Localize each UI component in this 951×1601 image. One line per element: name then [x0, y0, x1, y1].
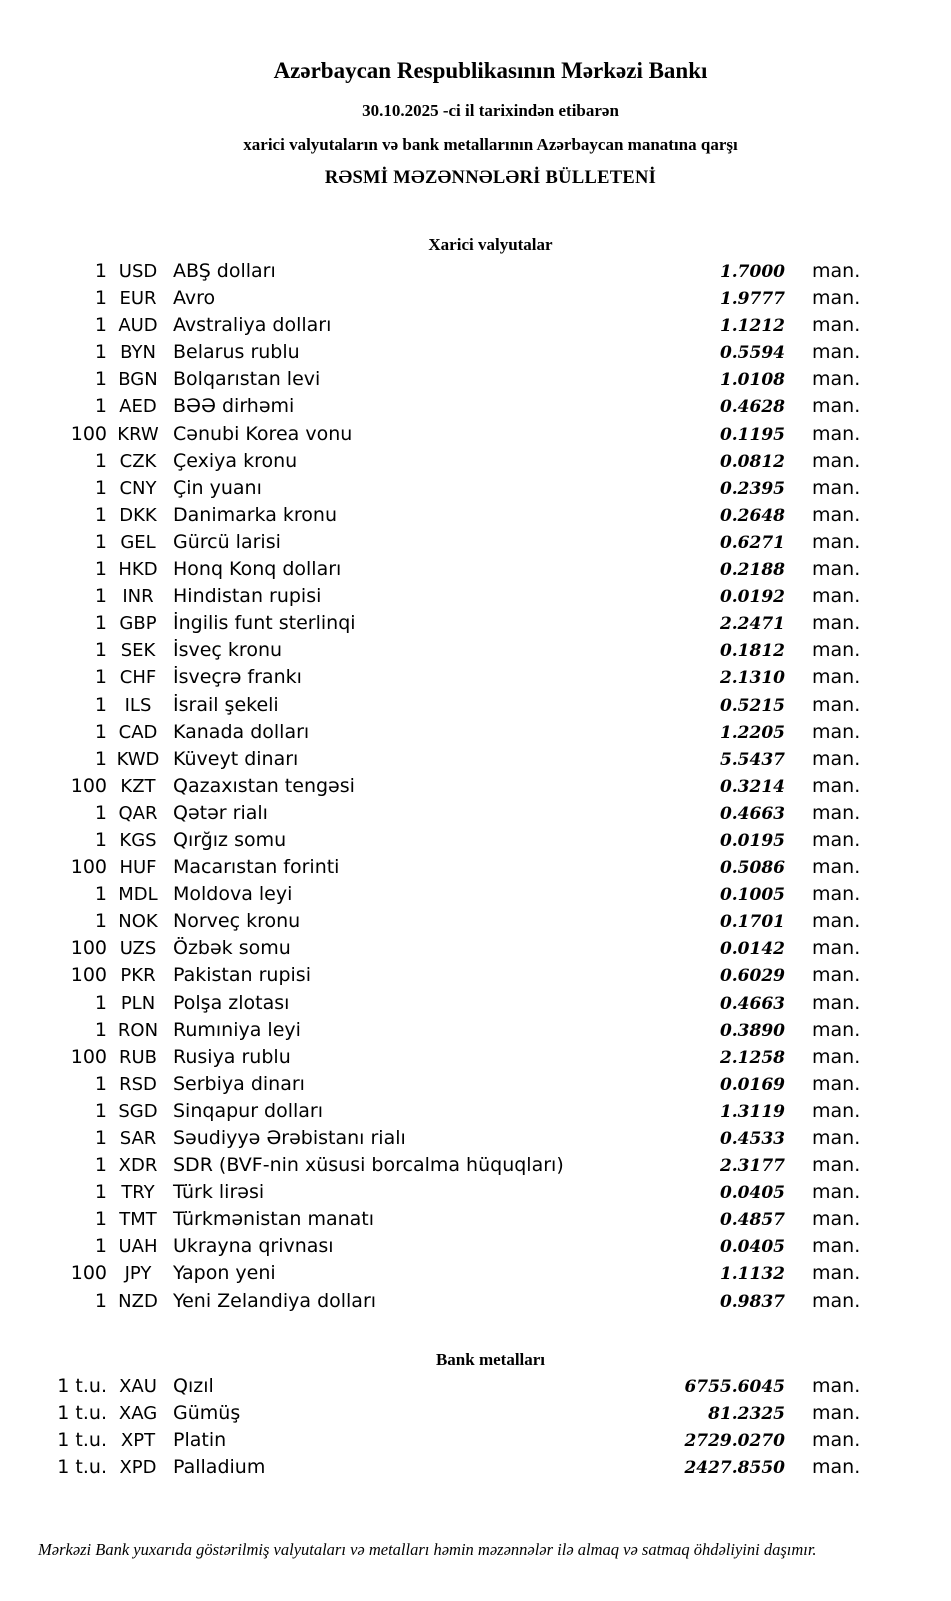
rate-value: 0.4628: [719, 397, 785, 418]
currency-name: ABŞ dolları: [173, 260, 276, 282]
quantity: 100: [70, 422, 107, 445]
currency-name: Səudiyyə Ərəbistanı rialı: [173, 1127, 406, 1149]
quantity: 1: [94, 341, 107, 364]
currency-code: MDL: [118, 884, 158, 906]
currency-name: Gümüş: [173, 1401, 241, 1424]
rate-value: 1.9777: [719, 289, 785, 310]
unit-label: man.: [812, 747, 861, 770]
currency-code: DKK: [119, 504, 157, 526]
unit-label: man.: [812, 368, 861, 391]
currency-code: PKR: [120, 965, 156, 987]
currency-name: Palladium: [173, 1455, 266, 1478]
rate-row: [0, 746, 882, 773]
currency-code: BGN: [118, 369, 158, 391]
rate-value: 0.6029: [719, 966, 785, 987]
unit-label: man.: [812, 260, 861, 282]
currency-name: SDR (BVF-nin xüsusi borcalma hüquqları): [173, 1154, 564, 1177]
rate-value: 2.1310: [719, 668, 785, 689]
quantity: 100: [70, 1262, 107, 1285]
rate-row: [0, 908, 882, 935]
unit-label: man.: [812, 801, 861, 824]
quantity: 1: [94, 991, 107, 1014]
quantity: 100: [70, 774, 107, 797]
subtitle-line: xarici valyutaların və bank metallarının Azərbaycan manatına qarşı: [243, 135, 738, 154]
unit-label: man.: [812, 612, 861, 635]
currency-name: Çexiya kronu: [173, 449, 298, 472]
rate-row: [0, 529, 882, 556]
unit-label: man.: [812, 883, 861, 906]
quantity: 1: [94, 558, 107, 581]
quantity: 1: [94, 449, 107, 472]
rate-value: 2.1258: [719, 1047, 785, 1068]
unit-label: man.: [812, 1428, 861, 1451]
unit-label: man.: [812, 476, 861, 499]
quantity: 1: [94, 639, 107, 662]
currency-name: Polşa zlotası: [173, 991, 290, 1014]
rate-row: [0, 448, 882, 475]
quantity: 1: [94, 910, 107, 933]
currency-name: Honq Konq dolları: [173, 558, 342, 581]
quantity: 100: [70, 856, 107, 879]
rate-row: [0, 393, 882, 420]
rate-value: 0.2395: [719, 478, 785, 499]
rate-row: [0, 475, 882, 502]
rate-row: [0, 1288, 882, 1315]
currency-code: TMT: [119, 1209, 157, 1231]
rate-row: [0, 1373, 882, 1400]
currency-code: XPD: [119, 1456, 157, 1478]
quantity: 1: [94, 1181, 107, 1204]
rate-value: 1.3119: [719, 1101, 785, 1122]
rate-row: [0, 1233, 882, 1260]
rate-row: [0, 800, 882, 827]
currency-name: Türkmənistan manatı: [173, 1208, 375, 1231]
rate-value: 1.0108: [719, 370, 785, 391]
quantity: 100: [70, 964, 107, 987]
rate-value: 6755.6045: [684, 1376, 785, 1397]
rate-value: 0.3214: [719, 776, 785, 797]
currency-code: GEL: [120, 531, 156, 553]
metals-section-title: Bank metalları: [435, 1349, 546, 1369]
rate-row: [0, 1125, 882, 1152]
rate-value: 0.1005: [719, 885, 785, 906]
rate-row: [0, 556, 882, 583]
currency-code: UZS: [119, 938, 157, 960]
rate-value: 2.3177: [719, 1156, 785, 1177]
quantity: 1: [94, 1099, 107, 1122]
unit-label: man.: [812, 639, 861, 662]
quantity: 1: [94, 666, 107, 689]
currency-name: Yeni Zelandiya dolları: [173, 1289, 377, 1312]
rate-row: [0, 1179, 882, 1206]
currency-code: RUB: [118, 1046, 158, 1068]
quantity: 1: [94, 314, 107, 337]
unit-label: man.: [812, 1099, 861, 1122]
unit-label: man.: [812, 937, 861, 960]
rate-row: [0, 1454, 882, 1481]
rate-row: [0, 881, 882, 908]
rate-value: 0.2648: [719, 505, 785, 526]
rate-value: 0.0192: [719, 587, 785, 608]
quantity: 1: [94, 747, 107, 770]
currency-name: Danimarka kronu: [173, 503, 338, 526]
currency-code: NZD: [118, 1290, 158, 1312]
unit-label: man.: [812, 720, 861, 743]
unit-label: man.: [812, 828, 861, 851]
unit-label: man.: [812, 1072, 861, 1095]
rate-value: 0.2188: [719, 560, 785, 581]
rate-row: [0, 935, 882, 962]
unit-label: man.: [812, 964, 861, 987]
currency-name: Qızıl: [173, 1374, 214, 1397]
unit-label: man.: [812, 1208, 861, 1231]
quantity: 1: [94, 1208, 107, 1231]
currency-name: Türk lirəsi: [173, 1181, 265, 1204]
quantity: 1: [94, 1072, 107, 1095]
quantity: 1: [94, 368, 107, 391]
currency-name: Gürcü larisi: [173, 530, 281, 553]
unit-label: man.: [812, 1181, 861, 1204]
rate-row: [0, 1260, 882, 1287]
rate-value: 0.4533: [719, 1129, 785, 1149]
currency-code: HUF: [119, 857, 157, 879]
rate-row: [0, 664, 882, 691]
quantity: 100: [70, 1045, 107, 1068]
quantity: 1 t.u.: [57, 1374, 107, 1397]
currency-code: XDR: [118, 1155, 158, 1177]
currency-name: Macarıstan forinti: [173, 856, 340, 879]
currencies-section-title: Xarici valyutalar: [428, 235, 553, 254]
bulletin-title: RƏSMİ MƏZƏNNƏLƏRİ BÜLLETENİ: [324, 168, 657, 188]
currency-name: Serbiya dinarı: [173, 1072, 305, 1095]
unit-label: man.: [812, 341, 861, 364]
quantity: 1: [94, 828, 107, 851]
unit-label: man.: [812, 1455, 861, 1478]
currency-code: CAD: [118, 721, 158, 743]
rate-row: [0, 990, 882, 1017]
currency-name: BƏƏ dirhəmi: [173, 395, 295, 418]
currency-code: BYN: [120, 342, 156, 364]
currency-name: Moldova leyi: [173, 883, 293, 906]
currency-code: XAG: [118, 1402, 158, 1424]
rate-row: [0, 285, 882, 312]
currency-code: KZT: [120, 775, 156, 797]
rate-value: 0.5594: [719, 343, 785, 364]
quantity: 1: [94, 287, 107, 310]
quantity: 1: [94, 476, 107, 499]
currency-code: KWD: [116, 748, 160, 770]
rate-value: 0.4857: [719, 1210, 785, 1231]
rate-value: 0.0405: [719, 1183, 785, 1204]
effective-date-line: 30.10.2025 -ci il tarixindən etibarən: [362, 101, 619, 120]
currency-name: Qazaxıstan tengəsi: [173, 774, 355, 797]
unit-label: man.: [812, 287, 861, 310]
bank-title: Azərbaycan Respublikasının Mərkəzi Bankı: [273, 58, 708, 83]
rate-value: 2729.0270: [684, 1430, 785, 1451]
rate-value: 0.0169: [719, 1074, 785, 1095]
currency-code: SAR: [119, 1128, 157, 1149]
currency-code: NOK: [118, 911, 158, 933]
unit-label: man.: [812, 910, 861, 933]
currency-code: HKD: [118, 559, 158, 581]
quantity: 1: [94, 503, 107, 526]
unit-label: man.: [812, 1127, 861, 1149]
quantity: 1: [94, 720, 107, 743]
unit-label: man.: [812, 991, 861, 1014]
unit-label: man.: [812, 1262, 861, 1285]
currency-code: ILS: [124, 694, 152, 716]
currency-name: Kanada dolları: [173, 720, 310, 743]
currency-code: XAU: [119, 1375, 157, 1397]
rate-value: 0.4663: [719, 993, 785, 1014]
currency-code: AED: [119, 396, 157, 418]
currency-code: CZK: [119, 450, 157, 472]
rate-row: [0, 421, 882, 448]
rate-value: 0.0812: [719, 451, 785, 472]
rate-value: 1.1212: [719, 316, 785, 337]
currency-code: USD: [118, 261, 158, 282]
currency-rate-table: [0, 258, 951, 1315]
currency-name: İsveçrə frankı: [173, 666, 302, 689]
unit-label: man.: [812, 1154, 861, 1177]
currency-code: RON: [117, 1019, 159, 1041]
currency-code: UAH: [118, 1236, 158, 1258]
unit-label: man.: [812, 666, 861, 689]
currency-name: İngilis funt sterlinqi: [173, 612, 356, 635]
currency-code: XPT: [120, 1429, 156, 1451]
rate-row: [0, 583, 882, 610]
unit-label: man.: [812, 314, 861, 337]
unit-label: man.: [812, 395, 861, 418]
currency-name: Avstraliya dolları: [173, 314, 332, 337]
quantity: 1: [94, 1289, 107, 1312]
rate-value: 0.0195: [719, 830, 785, 851]
metal-rate-table: [0, 1373, 951, 1481]
rate-row: [0, 258, 882, 285]
currency-code: CHF: [119, 667, 157, 689]
unit-label: man.: [812, 585, 861, 608]
rate-row: [0, 692, 882, 719]
rate-value: 0.1195: [719, 424, 785, 445]
currency-name: Ukrayna qrivnası: [173, 1235, 334, 1258]
currency-name: Hindistan rupisi: [173, 585, 322, 608]
disclaimer-text: Mərkəzi Bank yuxarıda göstərilmiş valyutaları və metalları həmin məzənnələr ilə almaq və satmaq öhdəliyini daşımır.: [38, 1540, 817, 1560]
rate-row: [0, 610, 882, 637]
currency-name: Cənubi Korea vonu: [173, 422, 353, 445]
unit-label: man.: [812, 693, 861, 716]
currency-code: SEK: [120, 640, 156, 662]
rate-value: 0.1701: [719, 912, 785, 933]
currency-name: Rumıniya leyi: [173, 1018, 301, 1041]
quantity: 1: [94, 1127, 107, 1149]
currency-name: Rusiya rublu: [173, 1045, 291, 1068]
unit-label: man.: [812, 856, 861, 879]
unit-label: man.: [812, 530, 861, 553]
currency-name: Yapon yeni: [173, 1262, 276, 1285]
rate-value: 0.5215: [719, 695, 785, 716]
unit-label: man.: [812, 774, 861, 797]
currency-code: QAR: [118, 802, 158, 824]
quantity: 1: [94, 693, 107, 716]
rate-value: 81.2325: [708, 1403, 785, 1424]
quantity: 1: [94, 1235, 107, 1258]
currency-code: SGD: [118, 1100, 158, 1122]
rate-row: [0, 366, 882, 393]
rate-row: [0, 637, 882, 664]
currency-name: Bolqarıstan levi: [173, 368, 321, 391]
rate-row: [0, 502, 882, 529]
rate-value: 1.1132: [719, 1264, 785, 1285]
rate-value: 2.2471: [719, 614, 785, 635]
rate-row: [0, 1206, 882, 1233]
rate-value: 0.4663: [719, 803, 785, 824]
quantity: 1 t.u.: [57, 1455, 107, 1478]
currency-name: Norveç kronu: [173, 910, 301, 933]
currency-name: Özbək somu: [173, 937, 291, 960]
rate-row: [0, 719, 882, 746]
currency-code: TRY: [121, 1182, 155, 1204]
quantity: 1: [94, 530, 107, 553]
rate-row: [0, 962, 882, 989]
quantity: 100: [70, 937, 107, 960]
rate-row: [0, 1098, 882, 1125]
unit-label: man.: [812, 1045, 861, 1068]
unit-label: man.: [812, 449, 861, 472]
currency-name: Belarus rublu: [173, 341, 300, 364]
rate-value: 0.3890: [719, 1020, 785, 1041]
unit-label: man.: [812, 503, 861, 526]
rate-row: [0, 1427, 882, 1454]
currency-code: GBP: [119, 613, 157, 635]
currency-code: INR: [122, 586, 154, 608]
quantity: 1: [94, 612, 107, 635]
currency-code: KRW: [117, 423, 159, 445]
quantity: 1: [94, 801, 107, 824]
unit-label: man.: [812, 1018, 861, 1041]
rate-row: [0, 1044, 882, 1071]
unit-label: man.: [812, 1401, 861, 1424]
quantity: 1: [94, 395, 107, 418]
rate-value: 1.7000: [719, 262, 785, 282]
currency-name: Pakistan rupisi: [173, 964, 311, 987]
rate-row: [0, 854, 882, 881]
currency-name: Küveyt dinarı: [173, 747, 299, 770]
rate-value: 0.1812: [719, 641, 785, 662]
currency-name: Qətər rialı: [173, 801, 268, 824]
currency-code: RSD: [119, 1073, 157, 1095]
currency-name: Çin yuanı: [173, 476, 262, 499]
unit-label: man.: [812, 558, 861, 581]
quantity: 1: [94, 585, 107, 608]
currency-name: Avro: [173, 287, 216, 310]
unit-label: man.: [812, 1289, 861, 1312]
currency-code: CNY: [119, 477, 157, 499]
currency-name: Qırğız somu: [173, 828, 287, 851]
rate-row: [0, 827, 882, 854]
rate-row: [0, 312, 882, 339]
currency-code: AUD: [118, 315, 158, 337]
currency-code: JPY: [124, 1263, 152, 1285]
rate-row: [0, 1071, 882, 1098]
quantity: 1 t.u.: [57, 1401, 107, 1424]
quantity: 1: [94, 1154, 107, 1177]
quantity: 1: [94, 883, 107, 906]
currency-name: Platin: [173, 1428, 227, 1451]
currency-name: İsveç kronu: [173, 639, 283, 662]
rate-value: 1.2205: [719, 722, 785, 743]
unit-label: man.: [812, 1235, 861, 1258]
rate-value: 0.5086: [719, 858, 785, 879]
currency-code: PLN: [120, 992, 156, 1014]
rate-row: [0, 1152, 882, 1179]
unit-label: man.: [812, 1374, 861, 1397]
unit-label: man.: [812, 422, 861, 445]
rate-row: [0, 773, 882, 800]
currency-name: İsrail şekeli: [173, 693, 279, 716]
rate-value: 0.0142: [719, 939, 785, 960]
rate-value: 2427.8550: [684, 1457, 785, 1478]
rate-row: [0, 1400, 882, 1427]
rate-value: 0.6271: [719, 532, 785, 553]
quantity: 1: [94, 1018, 107, 1041]
rate-value: 5.5437: [719, 749, 785, 770]
currency-name: Sinqapur dolları: [173, 1099, 324, 1122]
rate-value: 0.9837: [719, 1291, 785, 1312]
quantity: 1 t.u.: [57, 1428, 107, 1451]
rate-row: [0, 339, 882, 366]
currency-code: EUR: [119, 288, 157, 310]
rate-row: [0, 1017, 882, 1044]
quantity: 1: [94, 260, 107, 282]
rate-value: 0.0405: [719, 1237, 785, 1258]
currency-code: KGS: [119, 829, 157, 851]
